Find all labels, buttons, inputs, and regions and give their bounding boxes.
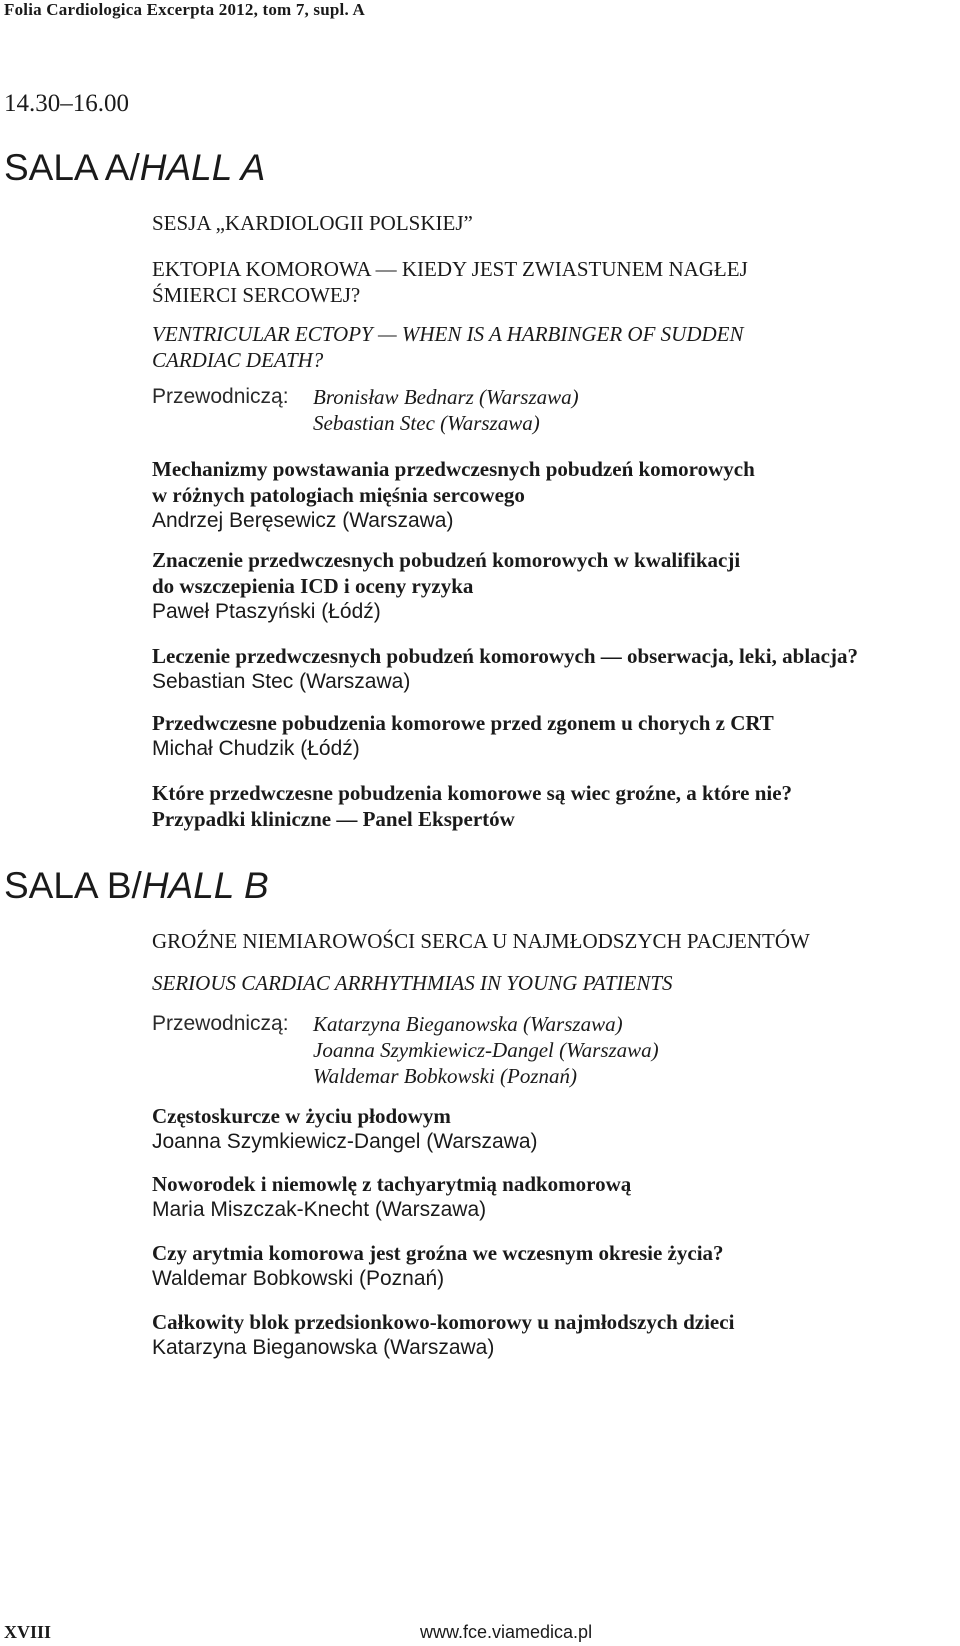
talk-title: Noworodek i niemowlę z tachyarytmią nadkomorową: [152, 1172, 632, 1196]
talk-item: [152, 710, 952, 762]
hall-a-name-en: HALL A: [139, 147, 266, 188]
talk-speaker: Joanna Szymkiewicz-Dangel (Warszawa): [152, 1130, 538, 1153]
hall-b-title-en: [152, 970, 952, 996]
hall-a-title-en: [152, 321, 952, 373]
chair-name: Joanna Szymkiewicz-Dangel (Warszawa): [313, 1038, 659, 1062]
chair-name: Bronisław Bednarz (Warszawa): [313, 385, 579, 409]
session-time: 14.30–16.00: [4, 90, 129, 117]
talk-speaker: Sebastian Stec (Warszawa): [152, 670, 411, 693]
hall-b-name-en: HALL B: [141, 865, 269, 906]
talk-item: [152, 643, 952, 695]
hall-a-session: [152, 210, 952, 236]
talk-title: Znaczenie przedwczesnych pobudzeń komorowych w kwalifikacji: [152, 548, 741, 572]
talk-title: Częstoskurcze w życiu płodowym: [152, 1104, 451, 1128]
talk-speaker: Paweł Ptaszyński (Łódź): [152, 600, 381, 623]
talk-title: Czy arytmia komorowa jest groźna we wczesnym okresie życia?: [152, 1241, 724, 1265]
talk-speaker: Maria Miszczak-Knecht (Warszawa): [152, 1198, 487, 1221]
talk-title: Mechanizmy powstawania przedwczesnych pobudzeń komorowych: [152, 457, 755, 481]
footer-url: www.fce.viamedica.pl: [420, 1622, 593, 1642]
talk-item: [152, 1240, 952, 1292]
talk-title: Leczenie przedwczesnych pobudzeń komorowych — obserwacja, leki, ablacja?: [152, 644, 858, 668]
title-en-line: VENTRICULAR ECTOPY — WHEN IS A HARBINGER OF SUDDEN: [152, 322, 744, 346]
talk-item: [152, 1103, 952, 1155]
session-name: SESJA „KARDIOLOGII POLSKIEJ”: [152, 211, 473, 235]
chair-name: Sebastian Stec (Warszawa): [313, 411, 540, 435]
hall-a-chairs: [313, 384, 579, 436]
hall-b-title-pl: [152, 928, 952, 954]
talk-speaker: Michał Chudzik (Łódź): [152, 737, 360, 760]
talk-speaker: Waldemar Bobkowski (Poznań): [152, 1267, 445, 1290]
talk-title: do wszczepienia ICD i oceny ryzyka: [152, 574, 474, 598]
running-header: Folia Cardiologica Excerpta 2012, tom 7, supl. A: [4, 0, 365, 19]
hall-a-heading: [4, 146, 265, 190]
talk-item: [152, 780, 952, 832]
chair-name: Katarzyna Bieganowska (Warszawa): [313, 1012, 623, 1036]
talk-item: [152, 456, 952, 534]
page-number: XVIII: [4, 1622, 52, 1642]
talk-title: Przedwczesne pobudzenia komorowe przed zgonem u chorych z CRT: [152, 711, 774, 735]
talk-item: [152, 547, 952, 625]
title-pl-line: EKTOPIA KOMOROWA — KIEDY JEST ZWIASTUNEM NAGŁEJ: [152, 257, 748, 281]
talk-speaker: Andrzej Beręsewicz (Warszawa): [152, 509, 454, 532]
title-pl-line: GROŹNE NIEMIAROWOŚCI SERCA U NAJMŁODSZYCH PACJENTÓW: [152, 929, 810, 953]
hall-a-chairs-label: Przewodniczą:: [152, 385, 289, 408]
hall-b-chairs: [313, 1011, 659, 1089]
talk-speaker: Katarzyna Bieganowska (Warszawa): [152, 1336, 495, 1359]
talk-title: Całkowity blok przedsionkowo-komorowy u najmłodszych dzieci: [152, 1310, 735, 1334]
hall-a-name: SALA A/: [4, 147, 140, 188]
talk-title: w różnych patologiach mięśnia sercowego: [152, 483, 525, 507]
hall-b-name: SALA B/: [4, 865, 142, 906]
talk-item: [152, 1309, 952, 1361]
chair-name: Waldemar Bobkowski (Poznań): [313, 1064, 578, 1088]
hall-b-chairs-label: Przewodniczą:: [152, 1012, 289, 1035]
title-en-line: CARDIAC DEATH?: [152, 348, 324, 372]
talk-title: Które przedwczesne pobudzenia komorowe są wiec groźne, a które nie?: [152, 781, 793, 805]
talk-title: Przypadki kliniczne — Panel Ekspertów: [152, 807, 515, 831]
talk-item: [152, 1171, 952, 1223]
title-pl-line: ŚMIERCI SERCOWEJ?: [152, 283, 361, 307]
hall-a-title-pl: [152, 256, 952, 308]
hall-b-heading: [4, 864, 269, 908]
title-en-line: SERIOUS CARDIAC ARRHYTHMIAS IN YOUNG PATIENTS: [152, 971, 673, 995]
